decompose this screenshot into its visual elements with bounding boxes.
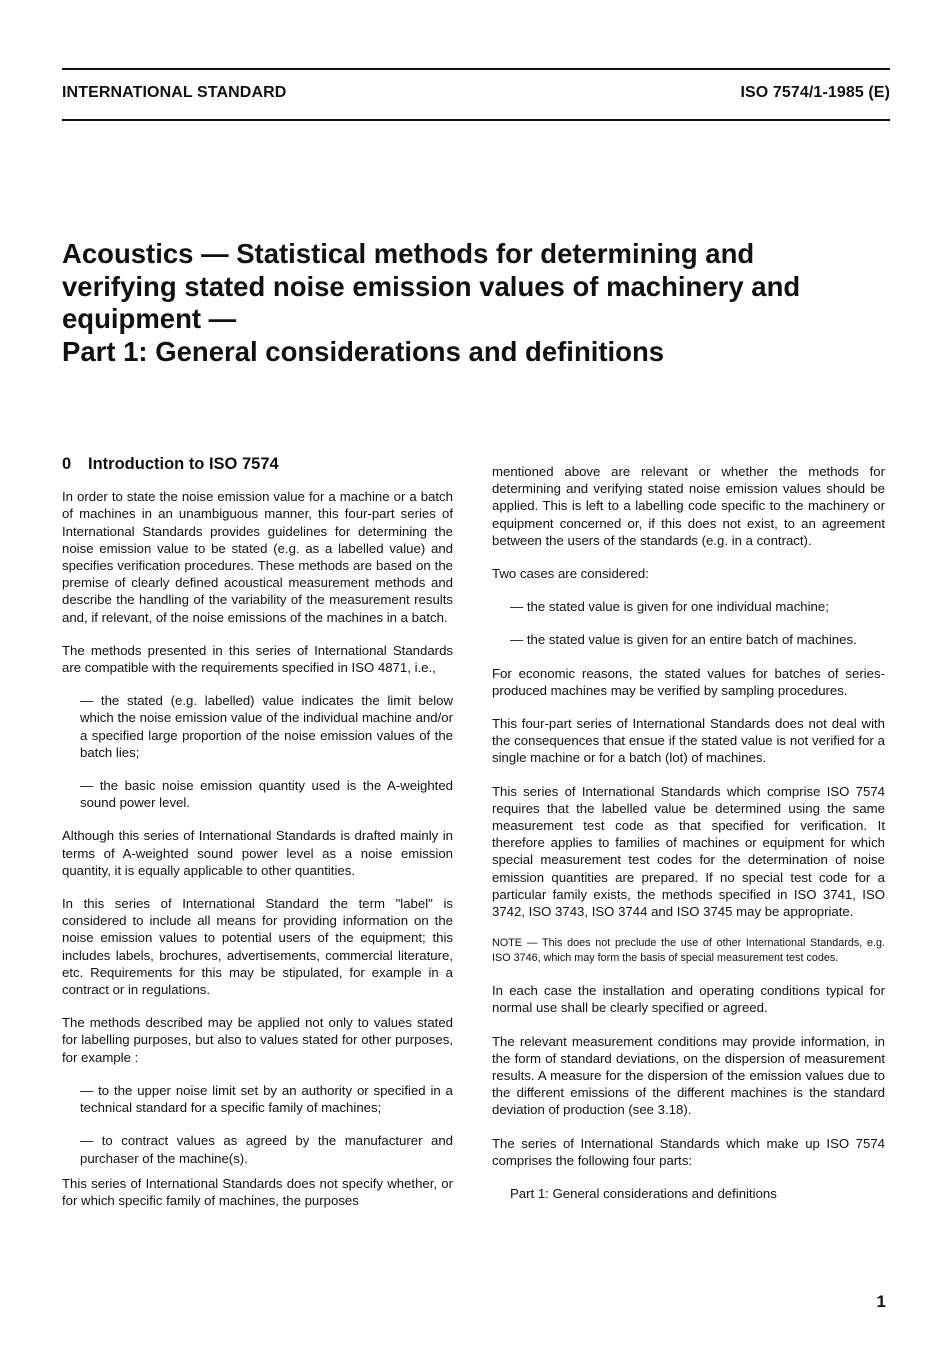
left-column bbox=[62, 456, 453, 1225]
document-title bbox=[62, 238, 892, 368]
right-column bbox=[492, 463, 885, 1218]
paragraph: For economic reasons, the stated values for batches of series-produced machines may be verified by sampling procedures. bbox=[492, 665, 885, 698]
paragraph: In order to state the noise emission value for a machine or a batch of machines in an unambiguous manner, this four-part series of International Standards provides guidelines for determining the noise emission value to be stated (e.g. as a labelled value) and specifies verification procedures. These methods are based on the premise of clearly defined acoustical measurement methods and describe the handling of the variability of the measurement results and, if relevant, of the noise emissions of the machines in a batch. bbox=[62, 489, 453, 625]
document-type-label: INTERNATIONAL STANDARD bbox=[62, 84, 287, 101]
paragraph: The series of International Standards which make up ISO 7574 comprises the following four parts: bbox=[492, 1135, 885, 1168]
title-line-1: Acoustics — Statistical methods for determining and bbox=[62, 238, 755, 269]
paragraph: The methods presented in this series of International Standards are compatible with the requirements specified in ISO 4871, i.e., bbox=[62, 642, 453, 676]
paragraph: In each case the installation and operating conditions typical for normal use shall be clearly specified or agreed. bbox=[492, 983, 885, 1016]
note: NOTE — This does not preclude the use of other International Standards, e.g. ISO 3746, which may form the basis of special measurement test codes. bbox=[492, 937, 885, 965]
paragraph: This four-part series of International Standards does not deal with the consequences that ensue if the stated value is not verified for a single machine or for a batch (lot) of machines. bbox=[492, 716, 885, 766]
part-list-item: Part 1: General considerations and definitions bbox=[510, 1186, 777, 1202]
dash-item: — the stated value is given for an entire batch of machines. bbox=[510, 632, 857, 648]
section-number: 0 bbox=[62, 455, 72, 473]
header-bottom-rule bbox=[62, 119, 890, 121]
dash-item: — to the upper noise limit set by an authority or specified in a technical standard for a specific family of machines; bbox=[80, 1082, 453, 1116]
title-line-4: Part 1: General considerations and definitions bbox=[62, 335, 665, 367]
paragraph: The methods described may be applied not only to values stated for labelling purposes, but also to values stated for other purposes, for example : bbox=[62, 1015, 453, 1065]
title-line-2: verifying stated noise emission values of machinery and bbox=[62, 270, 801, 302]
paragraph: The relevant measurement conditions may provide information, in the form of standard deviations, on the dispersion of measurement results. A measure for the dispersion of the emission values due to the different emissions of the different machines is the standard deviation of production (see 3.18). bbox=[492, 1033, 885, 1118]
section-title: Introduction to ISO 7574 bbox=[88, 455, 279, 473]
dash-item: — the stated (e.g. labelled) value indicates the limit below which the noise emission value of the individual machine and/or a specified large proportion of the noise emission values of the batch lies; bbox=[80, 693, 453, 760]
dash-item: — to contract values as agreed by the manufacturer and purchaser of the machine(s). bbox=[80, 1133, 453, 1166]
paragraph: mentioned above are relevant or whether the methods for determining and verifying stated noise emission values should be applied. This is left to a labelling code specific to the machinery or equipment concerned or, if this does not exist, to an agreement between the users of the standards (e.g. in a contract). bbox=[492, 464, 885, 548]
paragraph: In this series of International Standard the term "label" is considered to include all means for providing information on the noise emission values to potential users of the equipment; this includes labels, brochures, advertisements, commercial literature, etc. Requirements for this may be stipulated, for example in a contract or in regulations. bbox=[62, 896, 453, 998]
paragraph: Two cases are considered: bbox=[492, 566, 649, 582]
title-line-3: equipment — bbox=[62, 303, 237, 334]
page-number: 1 bbox=[876, 1292, 886, 1311]
paragraph: This series of International Standards which comprise ISO 7574 requires that the labelled value be determined using the same measurement test code as that specified for verification. It therefore applies to families of machines or equipment for which special measurement test codes for the determination of noise emission quantities are prepared. If no special test code for a particular family exists, the methods specified in ISO 3741, ISO 3742, ISO 3743, ISO 3744 and ISO 3745 may be appropriate. bbox=[492, 783, 885, 920]
dash-item: — the basic noise emission quantity used is the A-weighted sound power level. bbox=[80, 778, 453, 811]
standard-number: ISO 7574/1-1985 (E) bbox=[740, 84, 890, 101]
dash-item: — the stated value is given for one individual machine; bbox=[510, 599, 829, 615]
section-heading bbox=[62, 456, 453, 473]
paragraph: This series of International Standards does not specify whether, or for which specific family of machines, the purposes bbox=[62, 1175, 453, 1208]
header-top-rule bbox=[62, 68, 890, 70]
paragraph: Although this series of International Standards is drafted mainly in terms of A-weighted sound power level as a noise emission quantity, it is equally applicable to other quantities. bbox=[62, 828, 453, 878]
